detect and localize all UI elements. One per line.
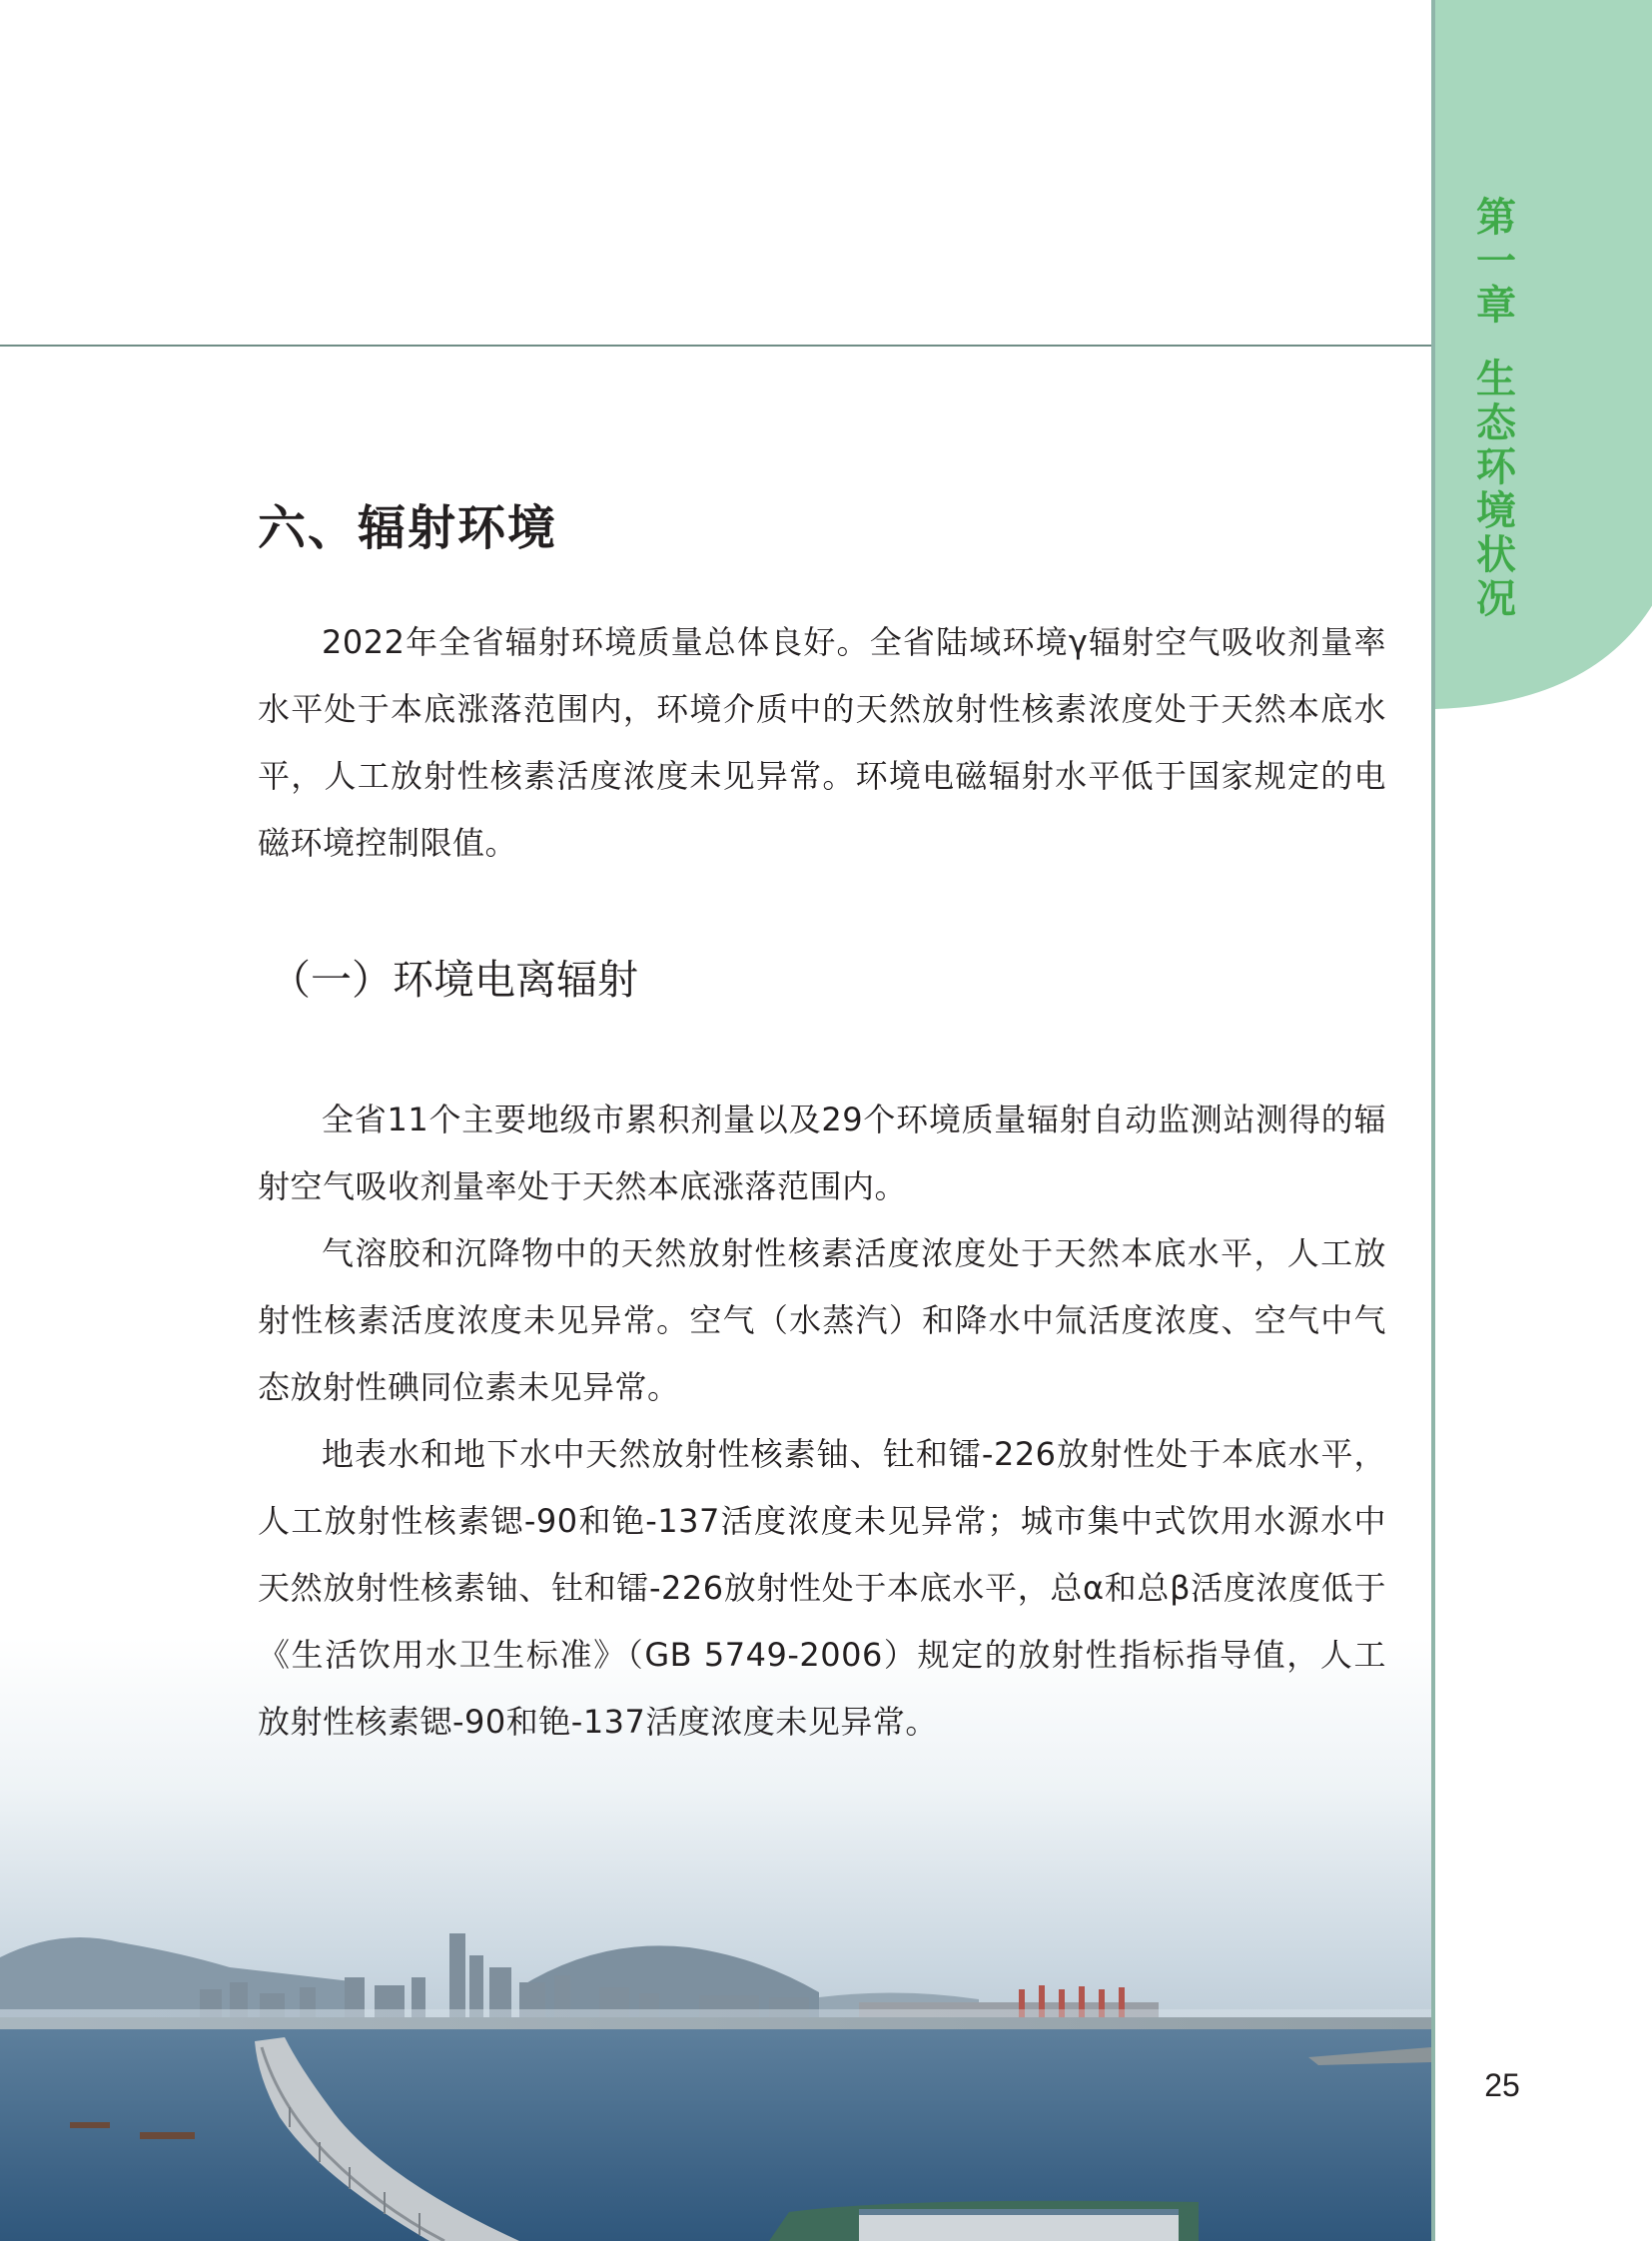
subsection-heading: （一）环境电离辐射 xyxy=(270,956,638,1004)
chapter-char: 一 xyxy=(1476,239,1516,285)
page-number: 25 xyxy=(1484,2067,1520,2103)
chapter-char: 态 xyxy=(1476,400,1516,446)
chapter-char: 第 xyxy=(1476,195,1516,241)
section-intro-paragraph: 2022年全省辐射环境质量总体良好。全省陆域环境γ辐射空气吸收剂量率水平处于本底涨落范围内，环境介质中的天然放射性核素浓度处于天然本底水平，人工放射性核素活度浓度未见异常。环境电磁辐射水平低于国家规定的电磁环境控制限值。 xyxy=(258,623,1386,862)
chapter-char: 章 xyxy=(1476,283,1516,329)
chapter-char: 环 xyxy=(1476,444,1516,490)
header-divider xyxy=(0,345,1431,347)
chapter-char: 境 xyxy=(1476,488,1516,534)
body-paragraph: 全省11个主要地级市累积剂量以及29个环境质量辐射自动监测站测得的辐射空气吸收剂量率处于天然本底涨落范围内。 xyxy=(258,1101,1386,1205)
chapter-char: 生 xyxy=(1476,357,1516,402)
section-heading: 六、辐射环境 xyxy=(258,500,558,556)
chapter-title-vertical xyxy=(1456,196,1536,621)
body-paragraph: 气溶胶和沉降物中的天然放射性核素活度浓度处于天然本底水平，人工放射性核素活度浓度未见异常。空气（水蒸汽）和降水中氚活度浓度、空气中气态放射性碘同位素未见异常。 xyxy=(258,1234,1386,1406)
subsection-body xyxy=(258,1087,1386,1756)
chapter-char: 状 xyxy=(1476,532,1516,578)
chapter-char: 况 xyxy=(1476,576,1516,622)
body-paragraph: 地表水和地下水中天然放射性核素铀、钍和镭-226放射性处于本底水平，人工放射性核素锶-90和铯-137活度浓度未见异常；城市集中式饮用水源水中天然放射性核素铀、钍和镭-226放射性处于本底水平，总α和总β活度浓度低于《生活饮用水卫生标准》（GB 5749-2006）规定的放射性指标指导值，人工放射性核素锶-90和铯-137活度浓度未见异常。 xyxy=(258,1435,1386,1741)
